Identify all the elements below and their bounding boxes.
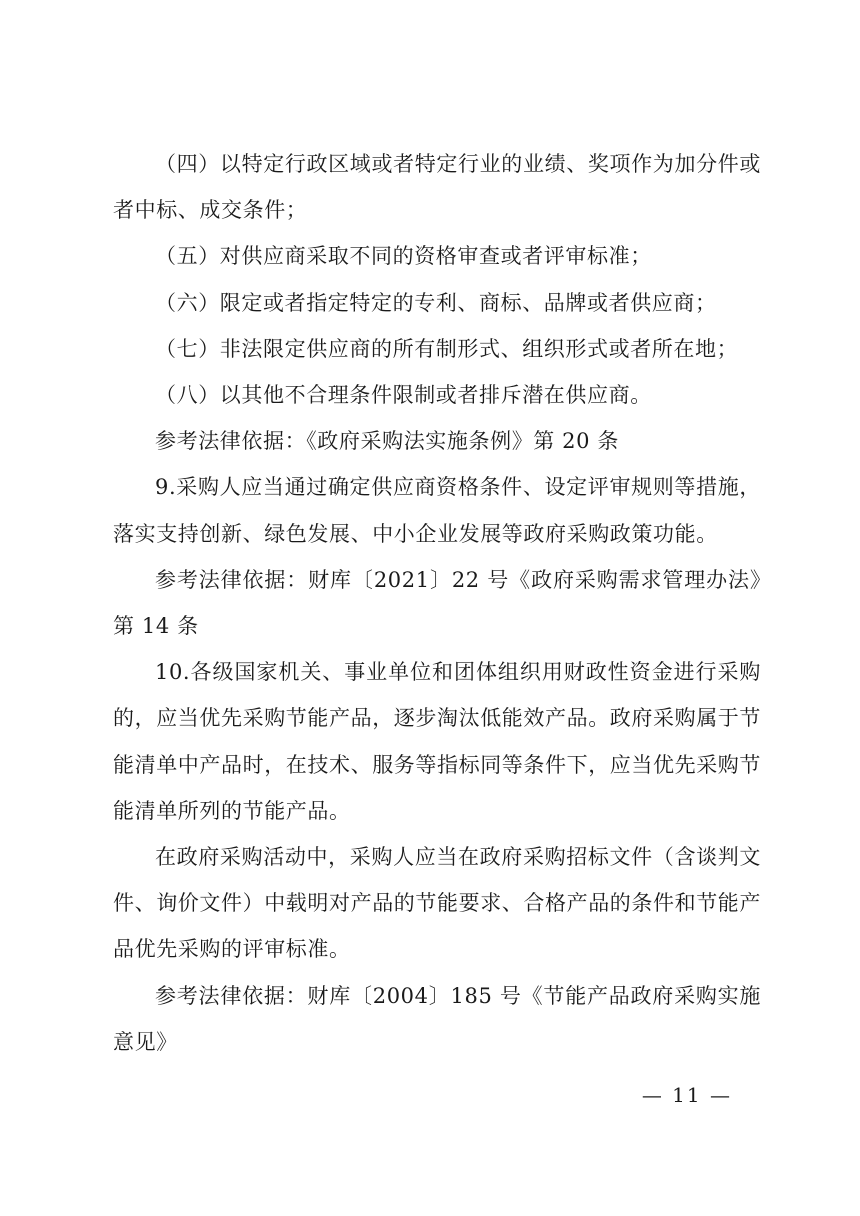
clause-9: 9.采购人应当通过确定供应商资格条件、设定评审规则等措施，落实支持创新、绿色发展、中小企业发展等政府采购政策功能。 xyxy=(113,475,761,546)
legal-reference-clause-10: 参考法律依据：财库〔2004〕185 号《节能产品政府采购实施意见》 xyxy=(113,983,761,1054)
paragraph-item-4: （四）以特定行政区域或者特定行业的业绩、奖项作为加分件或者中标、成交条件； xyxy=(113,152,761,223)
page-number: — 11 — xyxy=(641,1083,732,1107)
paragraph-item-8: （八）以其他不合理条件限制或者排斥潜在供应商。 xyxy=(155,383,652,408)
document-body xyxy=(113,141,761,1065)
clause-10: 10.各级国家机关、事业单位和团体组织用财政性资金进行采购的，应当优先采购节能产品，逐步淘汰低能效产品。政府采购属于节能清单中产品时，在技术、服务等指标同等条件下，应当优先采购节能清单所列的节能产品。 xyxy=(113,660,761,823)
paragraph-item-5: （五）对供应商采取不同的资格审查或者评审标准； xyxy=(155,244,652,269)
clause-10-detail: 在政府采购活动中，采购人应当在政府采购招标文件（含谈判文件、询价文件）中载明对产品的节能要求、合格产品的条件和节能产品优先采购的评审标准。 xyxy=(113,845,761,962)
legal-reference-clause-9: 参考法律依据：财库〔2021〕22 号《政府采购需求管理办法》第 14 条 xyxy=(113,567,761,639)
legal-reference-20: 参考法律依据：《政府采购法实施条例》第 20 条 xyxy=(155,429,619,454)
paragraph-item-7: （七）非法限定供应商的所有制形式、组织形式或者所在地； xyxy=(155,336,739,361)
paragraph-item-6: （六）限定或者指定特定的专利、商标、品牌或者供应商； xyxy=(155,290,717,315)
